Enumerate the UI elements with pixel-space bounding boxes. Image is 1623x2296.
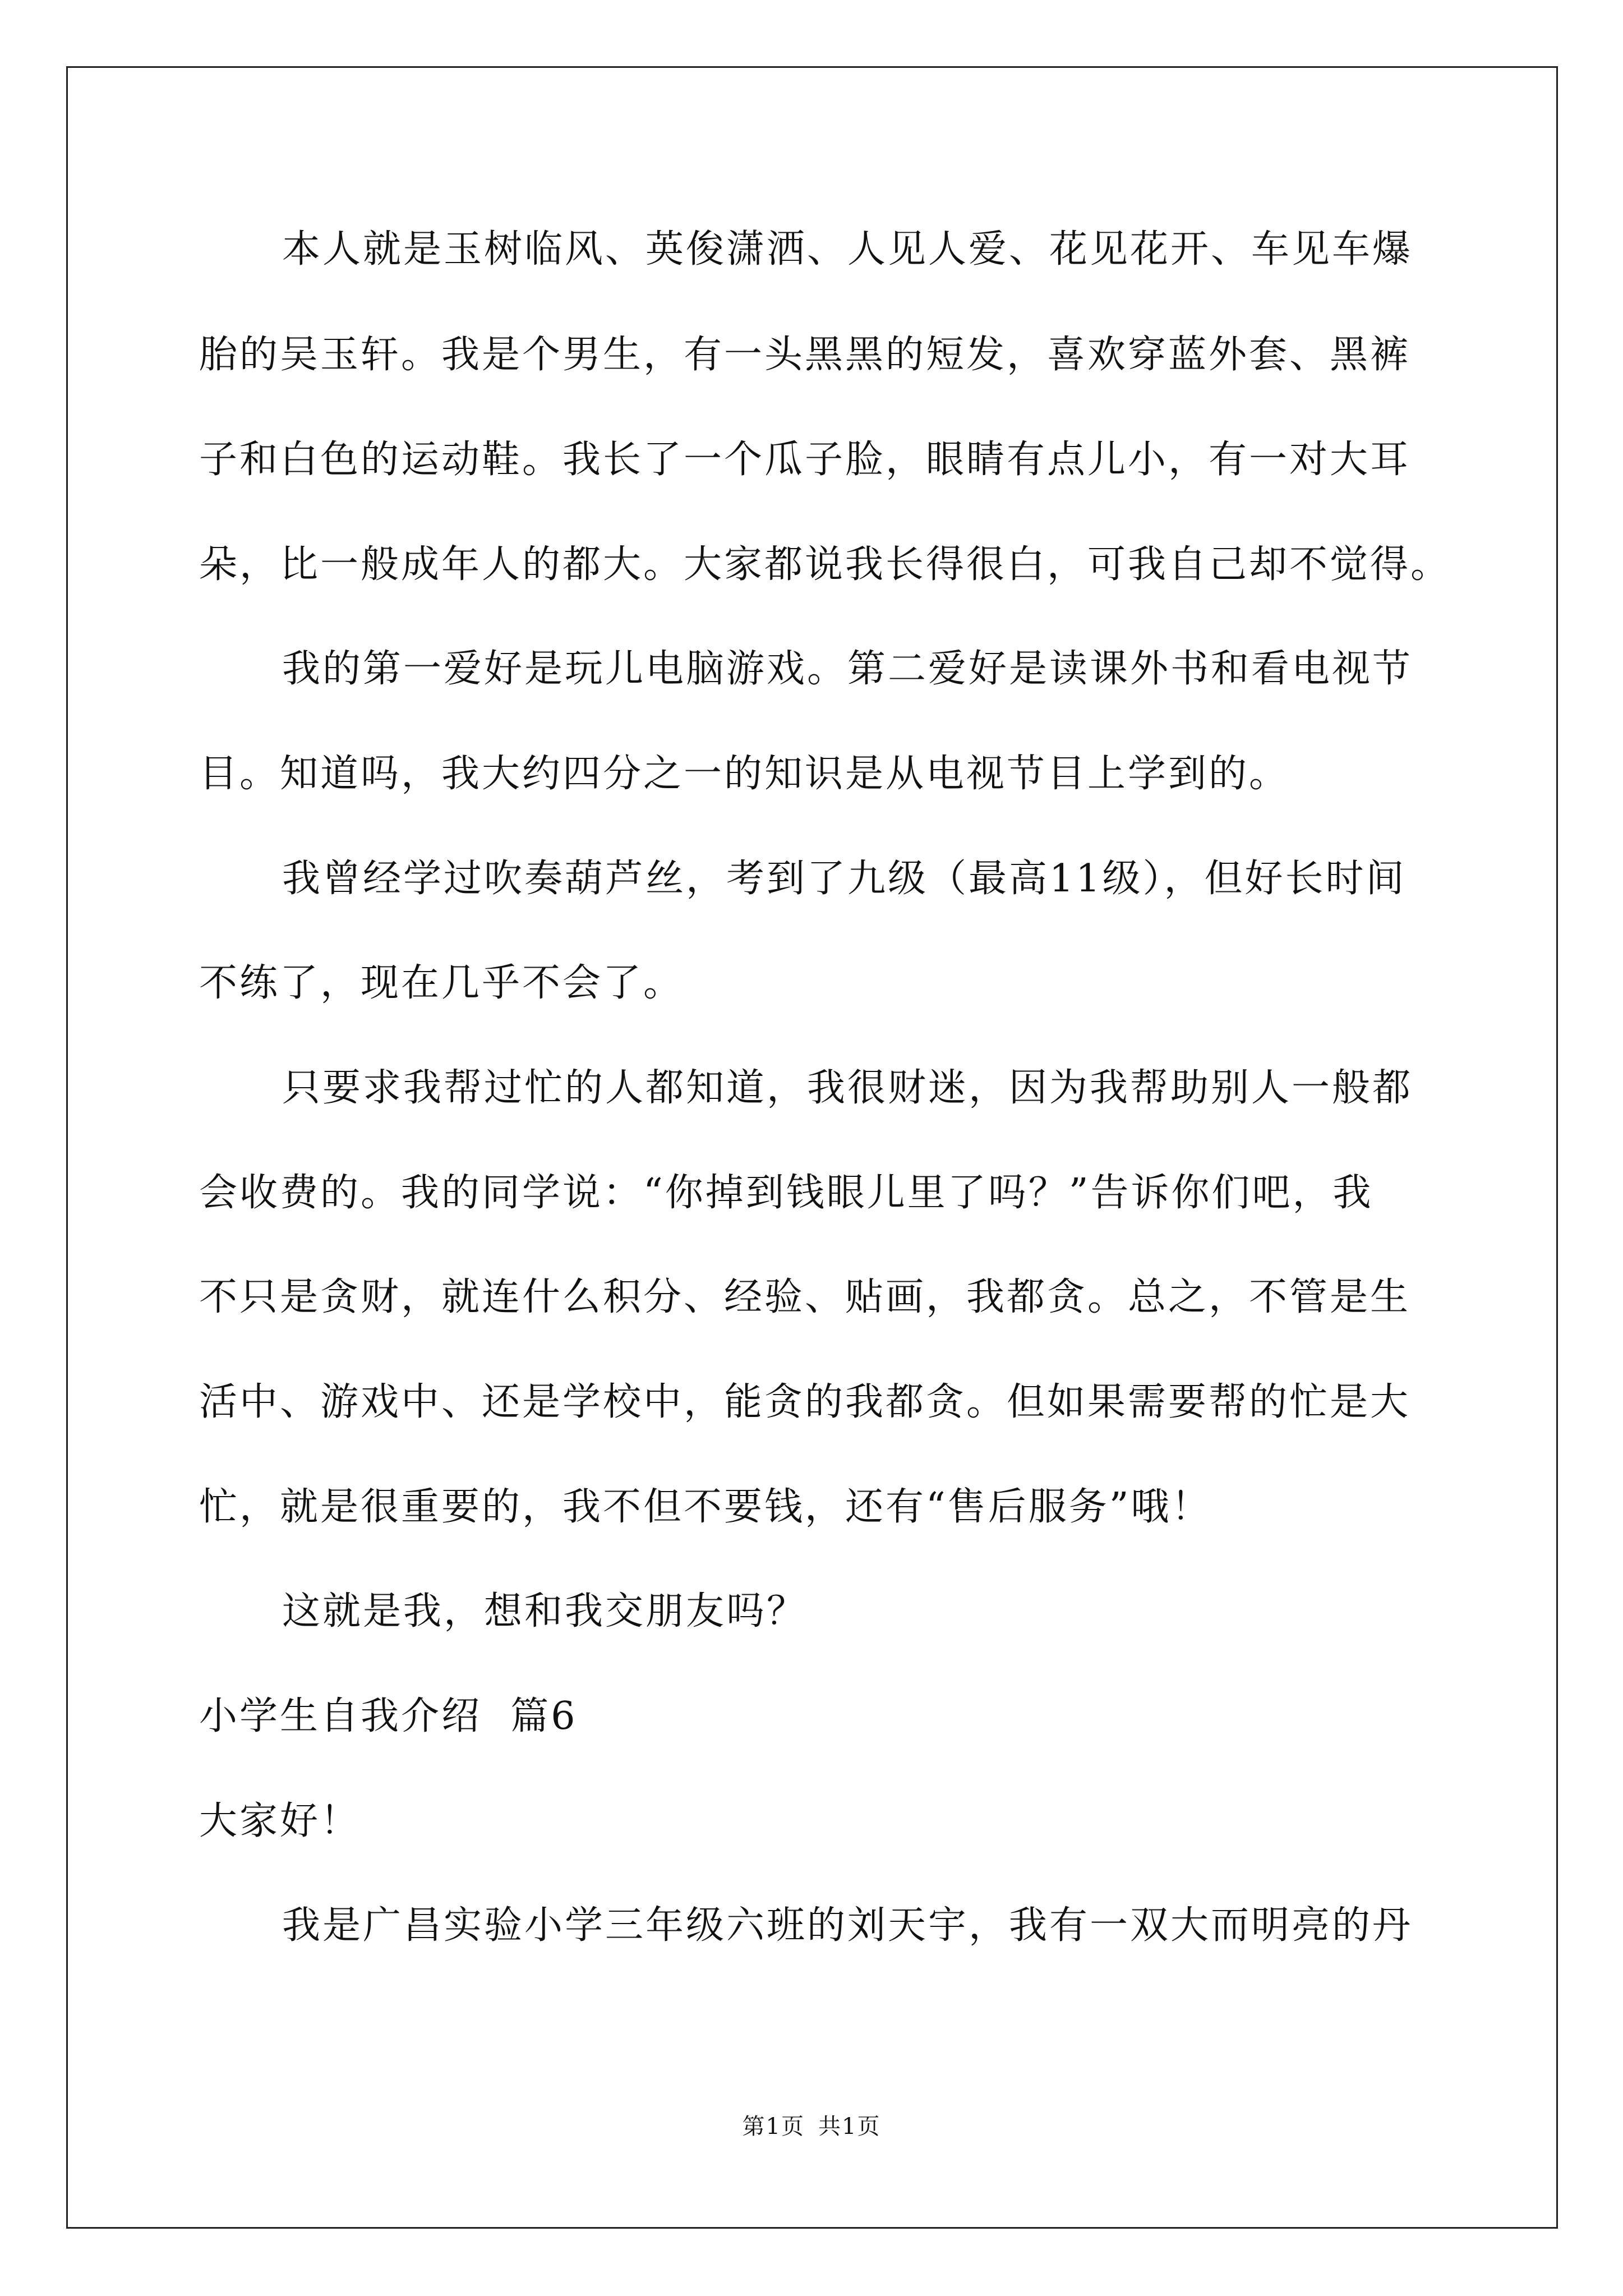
text-line: 大家好！: [199, 1799, 361, 1843]
text-line: 本人就是玉树临风、英俊潇洒、人见人爱、花见花开、车见车爆: [282, 227, 1413, 272]
text-line: 胎的吴玉轩。我是个男生，有一头黑黑的短发，喜欢穿蓝外套、黑裤: [199, 333, 1411, 377]
text-line: 目。知道吗，我大约四分之一的知识是从电视节目上学到的。: [199, 752, 1290, 796]
text-line: 我是广昌实验小学三年级六班的刘天宇，我有一双大而明亮的丹: [282, 1903, 1413, 1948]
text-line: 只要求我帮过忙的人都知道，我很财迷，因为我帮助别人一般都: [282, 1066, 1413, 1110]
text-line: 我的第一爱好是玩儿电脑游戏。第二爱好是读课外书和看电视节: [282, 647, 1413, 691]
section-heading: 小学生自我介绍 篇6: [199, 1694, 578, 1738]
text-line: 活中、游戏中、还是学校中，能贪的我都贪。但如果需要帮的忙是大: [199, 1380, 1411, 1424]
page-number-total: 共1页: [818, 2114, 881, 2139]
text-line: 会收费的。我的同学说：“你掉到钱眼儿里了吗？”告诉你们吧，我: [199, 1171, 1373, 1215]
text-line: 朵，比一般成年人的都大。大家都说我长得很白，可我自己却不觉得。: [199, 542, 1451, 587]
text-line: 子和白色的运动鞋。我长了一个瓜子脸，眼睛有点儿小，有一对大耳: [199, 438, 1411, 482]
page-footer: [0, 2111, 1623, 2142]
text-line: 不只是贪财，就连什么积分、经验、贴画，我都贪。总之，不管是生: [199, 1275, 1411, 1319]
page-number-current: 第1页: [742, 2114, 805, 2139]
text-line: 忙，就是很重要的，我不但不要钱，还有“售后服务”哦！: [199, 1485, 1212, 1529]
text-line: 我曾经学过吹奏葫芦丝，考到了九级（最高11级），但好长时间: [282, 857, 1407, 901]
text-line: 不练了，现在几乎不会了。: [199, 961, 684, 1005]
text-line: 这就是我，想和我交朋友吗？: [282, 1589, 808, 1634]
